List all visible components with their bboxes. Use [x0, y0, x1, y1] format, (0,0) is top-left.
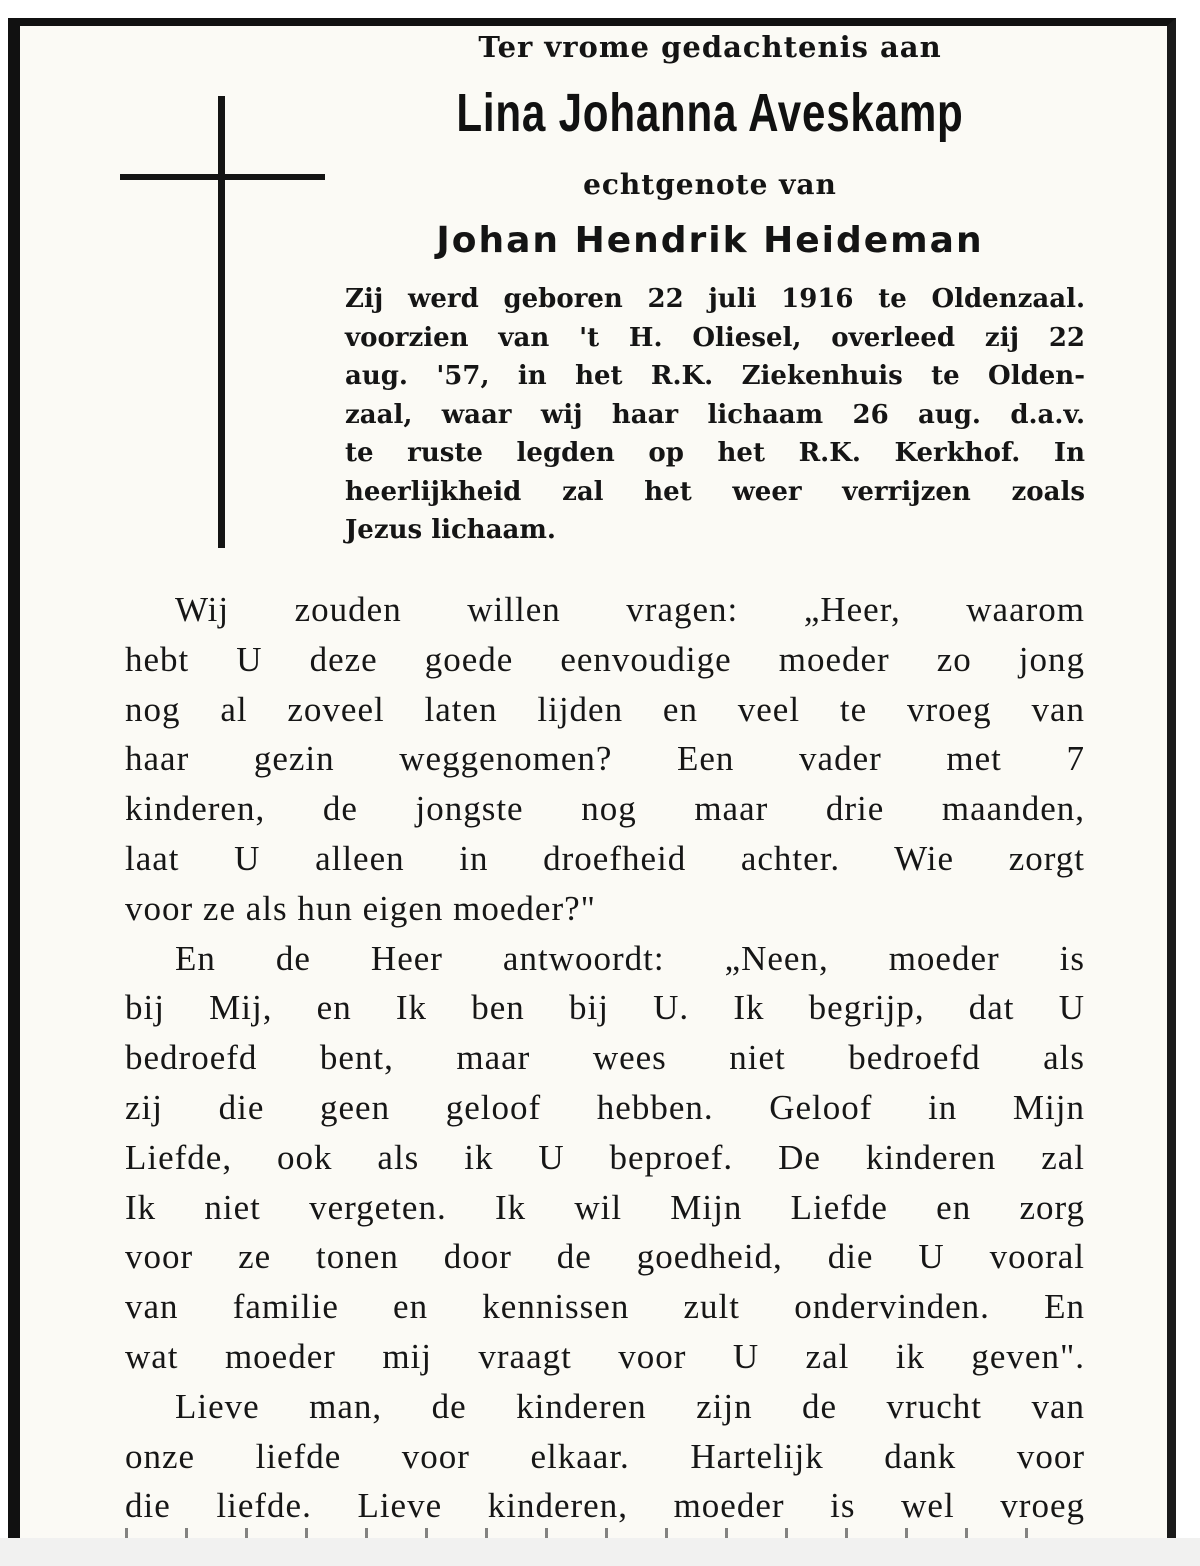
text-line: wat moeder mij vraagt voor U zal ik geven". — [125, 1336, 1085, 1376]
text-line: van familie en kennissen zult ondervinden. En — [125, 1287, 1085, 1327]
text-line: onze liefde voor elkaar. Hartelijk dank voor — [125, 1436, 1085, 1476]
text-line: nog al zoveel laten lijden en veel te vroeg van — [125, 689, 1085, 729]
relation-text: echtgenote van — [583, 168, 837, 201]
memorial-text — [125, 585, 1085, 1531]
cross-icon-arm — [120, 174, 325, 180]
text-line: haar gezin weggenomen? Een vader met 7 — [125, 739, 1085, 779]
bio-line: voorzien van 't H. Oliesel, overleed zij 22 — [345, 322, 1085, 353]
scan-margin — [0, 1538, 1200, 1566]
biography — [345, 280, 1085, 550]
text-line: Wij zouden willen vragen: „Heer, waarom — [175, 590, 1085, 629]
text-line: zij die geen geloof hebben. Geloof in Mijn — [125, 1087, 1085, 1127]
bio-line: Zij werd geboren 22 juli 1916 te Oldenzaal. — [345, 284, 1085, 314]
text-line: hebt U deze goede eenvoudige moeder zo jong — [125, 639, 1085, 679]
text-line: die liefde. Lieve kinderen, moeder is wel vroeg — [125, 1486, 1085, 1526]
text-line: Lieve man, de kinderen zijn de vrucht van — [175, 1386, 1085, 1426]
spouse-name: Johan Hendrik Heideman — [436, 220, 984, 261]
text-line: Ik niet vergeten. Ik wil Mijn Liefde en zorg — [125, 1187, 1085, 1227]
cut-off-text-line — [125, 1528, 1085, 1538]
text-line: laat U alleen in droefheid achter. Wie zorgt — [125, 838, 1085, 878]
bio-line: aug. '57, in het R.K. Ziekenhuis te Olden- — [345, 361, 1085, 391]
bio-line: zaal, waar wij haar lichaam 26 aug. d.a.v. — [345, 399, 1085, 430]
text-line: En de Heer antwoordt: „Neen, moeder is — [175, 938, 1085, 978]
text-line: voor ze als hun eigen moeder?" — [125, 888, 596, 928]
deceased-name: Lina Johanna Aveskamp — [456, 83, 964, 143]
text-line: bedroefd bent, maar wees niet bedroefd als — [125, 1038, 1085, 1078]
bio-line: te ruste legden op het R.K. Kerkhof. In — [345, 438, 1085, 468]
text-line: kinderen, de jongste nog maar drie maanden, — [125, 789, 1085, 829]
bio-line: Jezus lichaam. — [345, 515, 556, 545]
text-line: Liefde, ook als ik U beproef. De kinderen zal — [125, 1137, 1085, 1177]
cross-icon — [218, 96, 225, 548]
text-line: bij Mij, en Ik ben bij U. Ik begrijp, dat U — [125, 988, 1085, 1028]
intro-text: Ter vrome gedachtenis aan — [478, 30, 942, 64]
bio-line: heerlijkheid zal het weer verrijzen zoals — [345, 476, 1085, 507]
text-line: voor ze tonen door de goedheid, die U vooral — [125, 1237, 1085, 1277]
